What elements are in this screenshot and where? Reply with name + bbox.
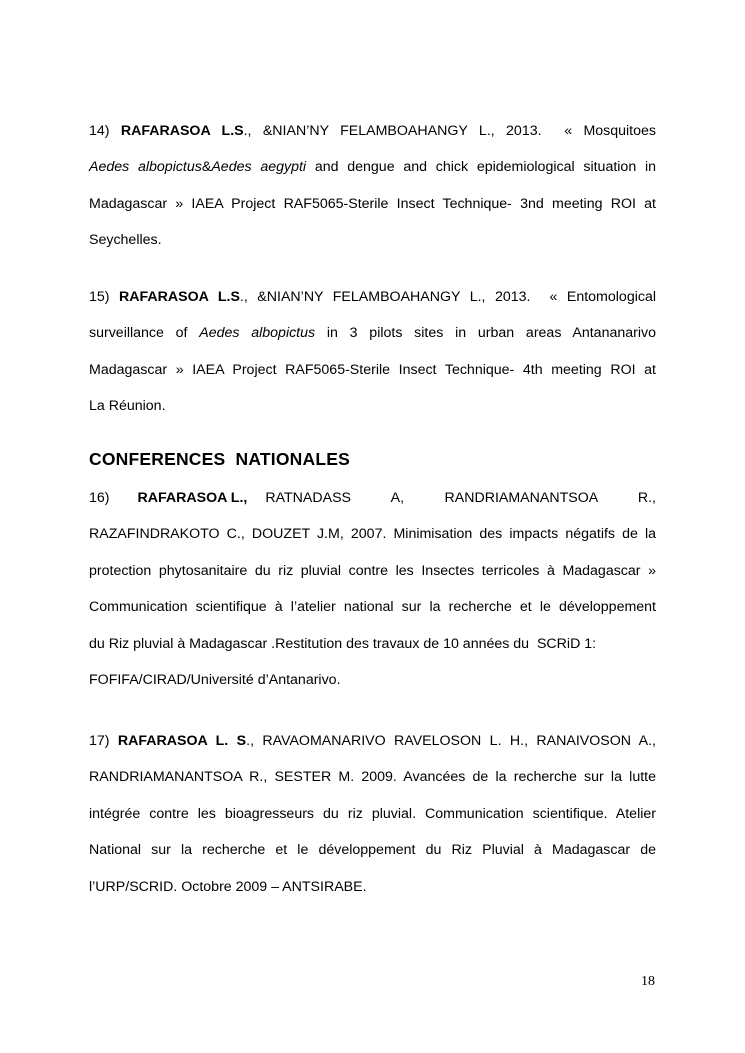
reference-author: RAFARASOA L.S xyxy=(120,123,244,139)
species-name: Aedes albopictus xyxy=(89,159,202,176)
reference-text: in 3 pilots sites in urban areas Antananarivo xyxy=(315,325,656,342)
reference-line: Seychelles. xyxy=(89,232,162,249)
reference-line: Communication scientifique à l’atelier national sur la recherche et le développement xyxy=(89,599,656,616)
reference-16 xyxy=(89,490,656,708)
reference-line: RAZAFINDRAKOTO C., DOUZET J.M, 2007. Minimisation des impacts négatifs de la xyxy=(89,526,656,543)
reference-17 xyxy=(89,733,656,915)
reference-text: and dengue and chick epidemiological situation in xyxy=(306,159,656,176)
reference-line xyxy=(89,123,656,159)
reference-author: RAFARASOA L.S xyxy=(119,289,240,305)
reference-text: ., &NIAN’NY FELAMBOAHANGY L., 2013. « Entomological xyxy=(239,289,656,305)
reference-line: FOFIFA/CIRAD/Université d’Antanarivo. xyxy=(89,671,341,688)
reference-text: surveillance of xyxy=(89,325,200,342)
reference-line: l’URP/SCRID. Octobre 2009 – ANTSIRABE. xyxy=(89,878,367,895)
reference-line: National sur la recherche et le développement du Riz Pluvial à Madagascar de xyxy=(89,842,656,859)
reference-line xyxy=(89,289,656,325)
reference-text: & xyxy=(201,159,212,176)
reference-text: ., RAVAOMANARIVO RAVELOSON L. H., RANAIVOSON A., xyxy=(246,733,656,749)
reference-text: ., &NIAN’NY FELAMBOAHANGY L., 2013. « Mosquitoes xyxy=(243,123,656,139)
reference-line: intégrée contre les bioagresseurs du riz pluvial. Communication scientifique. Atelier xyxy=(89,805,656,822)
reference-number: 14) xyxy=(89,123,110,139)
reference-line: Madagascar » IAEA Project RAF5065-Sterile Insect Technique- 4th meeting ROI at xyxy=(89,361,656,378)
reference-15 xyxy=(89,289,656,435)
section-heading: CONFERENCES NATIONALES xyxy=(89,449,350,469)
reference-line: RANDRIAMANANTSOA R., SESTER M. 2009. Avancées de la recherche sur la lutte xyxy=(89,769,656,786)
reference-line: Madagascar » IAEA Project RAF5065-Sterile Insect Technique- 3nd meeting ROI at xyxy=(89,195,656,212)
reference-number: 15) xyxy=(89,289,110,305)
page-number: 18 xyxy=(641,974,655,989)
reference-line: La Réunion. xyxy=(89,398,166,415)
reference-author: RAFARASOA L., xyxy=(137,490,248,506)
reference-author: RAFARASOA L. S xyxy=(117,733,247,749)
reference-line xyxy=(89,159,656,195)
reference-text: RATNADASS A, RANDRIAMANANTSOA R., xyxy=(265,490,656,506)
reference-number: 17) xyxy=(89,733,110,749)
species-name: Aedes aegypti xyxy=(211,159,307,176)
reference-number: 16) xyxy=(89,490,110,506)
reference-line xyxy=(89,733,656,769)
reference-line: protection phytosanitaire du riz pluvial contre les Insectes terricoles à Madagascar » xyxy=(89,562,656,579)
species-name: Aedes albopictus xyxy=(199,325,316,342)
reference-14 xyxy=(89,123,656,269)
reference-line: du Riz pluvial à Madagascar .Restitution des travaux de 10 années du SCRiD 1: xyxy=(89,635,597,652)
reference-line xyxy=(89,325,656,361)
reference-line xyxy=(89,490,656,526)
